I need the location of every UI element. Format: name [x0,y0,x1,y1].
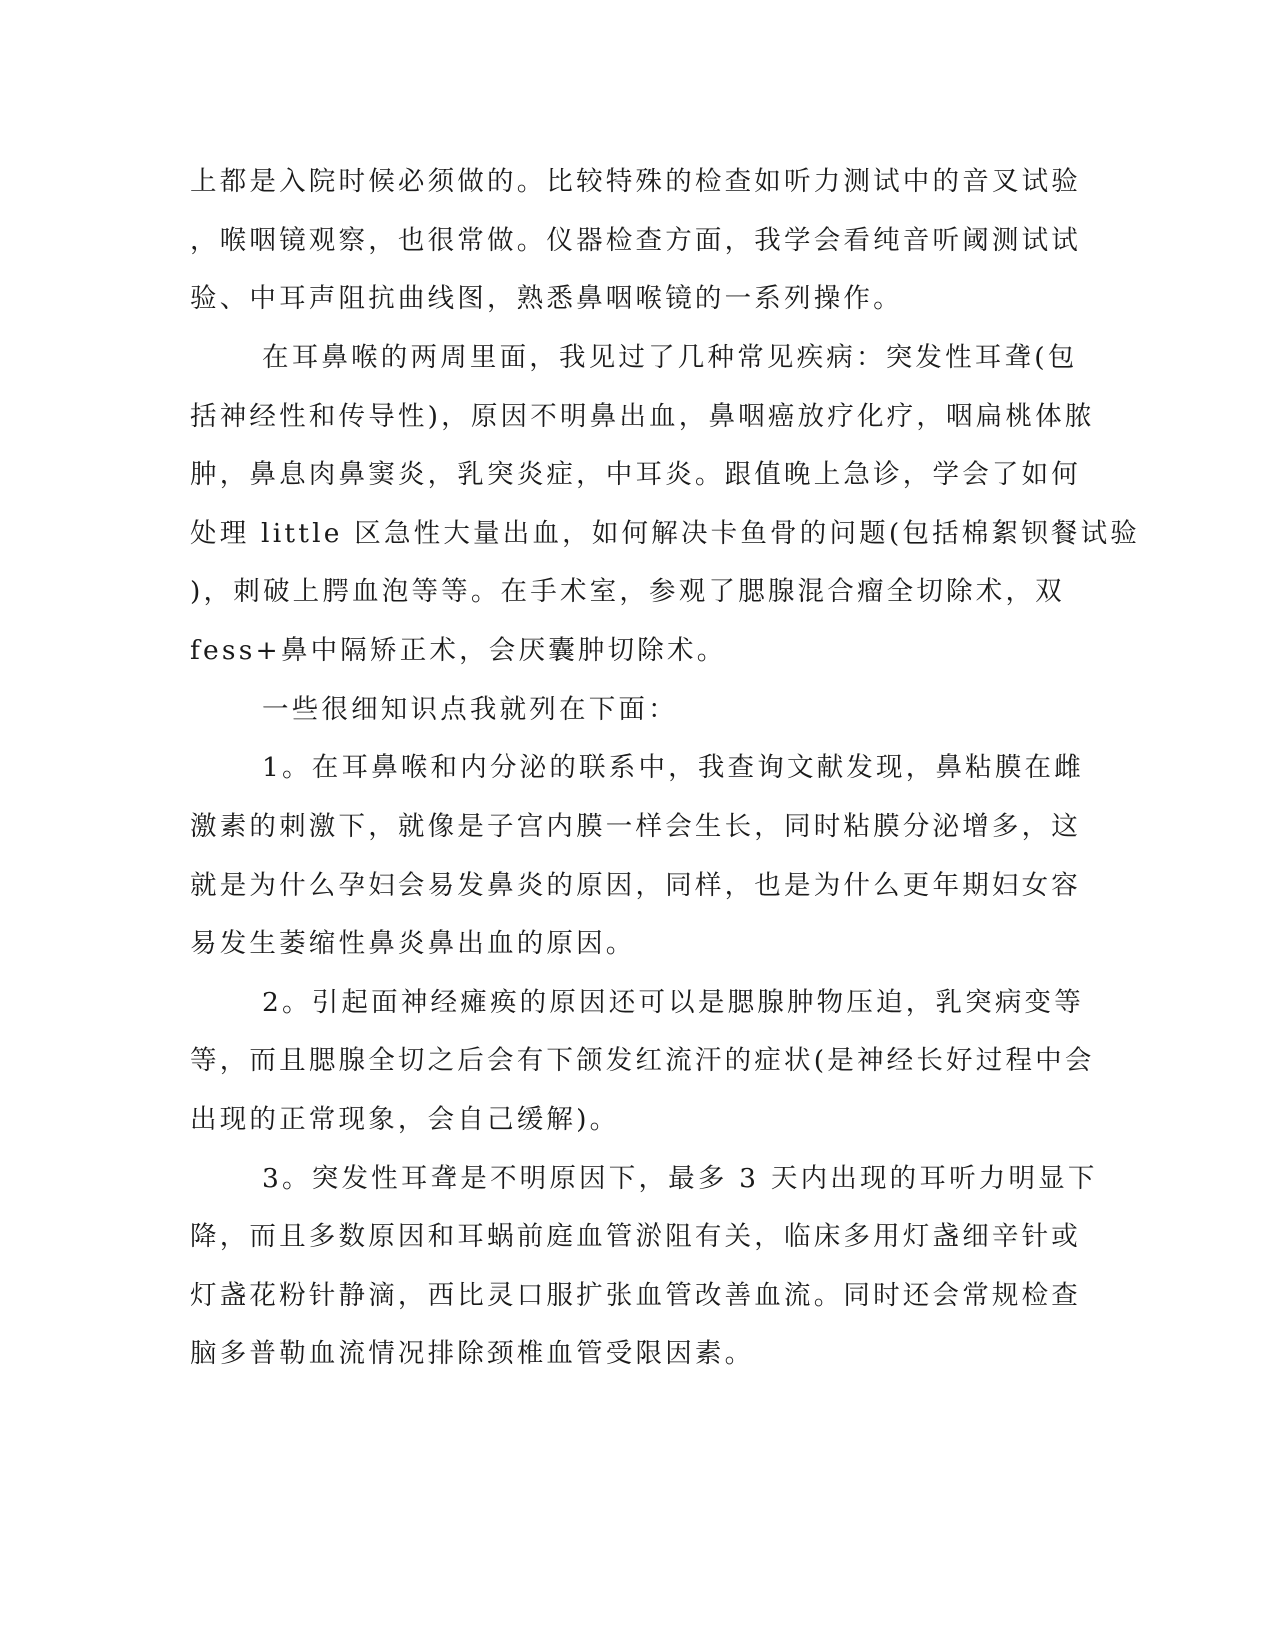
text-line: 就是为什么孕妇会易发鼻炎的原因，同样，也是为什么更年期妇女容 [190,870,1081,901]
text-line: 激素的刺激下，就像是子宫内膜一样会生长，同时粘膜分泌增多，这 [190,811,1081,842]
text-line: fess+鼻中隔矫正术，会厌囊肿切除术。 [190,635,727,666]
text-line: 肿，鼻息肉鼻窦炎，乳突炎症，中耳炎。跟值晚上急诊，学会了如何 [190,459,1081,490]
paragraph-first-line: 在耳鼻喉的两周里面，我见过了几种常见疾病：突发性耳聋(包 [262,342,1078,373]
text-line: 上都是入院时候必须做的。比较特殊的检查如听力测试中的音叉试验 [190,166,1081,197]
text-line: 等，而且腮腺全切之后会有下颌发红流汗的症状(是神经长好过程中会 [190,1045,1095,1076]
text-line: 处理 little 区急性大量出血，如何解决卡鱼骨的问题(包括棉絮钡餐试验 [190,518,1140,549]
list-item-first-line: 2。引起面神经瘫痪的原因还可以是腮腺肿物压迫，乳突病变等 [262,987,1084,1018]
text-line: 脑多普勒血流情况排除颈椎血管受限因素。 [190,1338,755,1369]
paragraph-first-line: 一些很细知识点我就列在下面： [262,694,678,725]
list-item-first-line: 1。在耳鼻喉和内分泌的联系中，我查询文献发现，鼻粘膜在雌 [262,752,1084,783]
text-line: 降，而且多数原因和耳蜗前庭血管淤阻有关，临床多用灯盏细辛针或 [190,1221,1081,1252]
text-line: )，刺破上腭血泡等等。在手术室，参观了腮腺混合瘤全切除术，双 [190,576,1065,607]
text-line: 括神经性和传导性)，原因不明鼻出血，鼻咽癌放疗化疗，咽扁桃体脓 [190,401,1095,432]
text-line: 灯盏花粉针静滴，西比灵口服扩张血管改善血流。同时还会常规检查 [190,1280,1081,1311]
text-line: 出现的正常现象，会自己缓解)。 [190,1104,620,1135]
list-item-first-line: 3。突发性耳聋是不明原因下，最多 3 天内出现的耳听力明显下 [262,1163,1098,1194]
text-line: 验、中耳声阻抗曲线图，熟悉鼻咽喉镜的一系列操作。 [190,283,903,314]
text-line: 易发生萎缩性鼻炎鼻出血的原因。 [190,928,636,959]
text-line: ，喉咽镜观察，也很常做。仪器检查方面，我学会看纯音听阈测试试 [190,225,1081,256]
